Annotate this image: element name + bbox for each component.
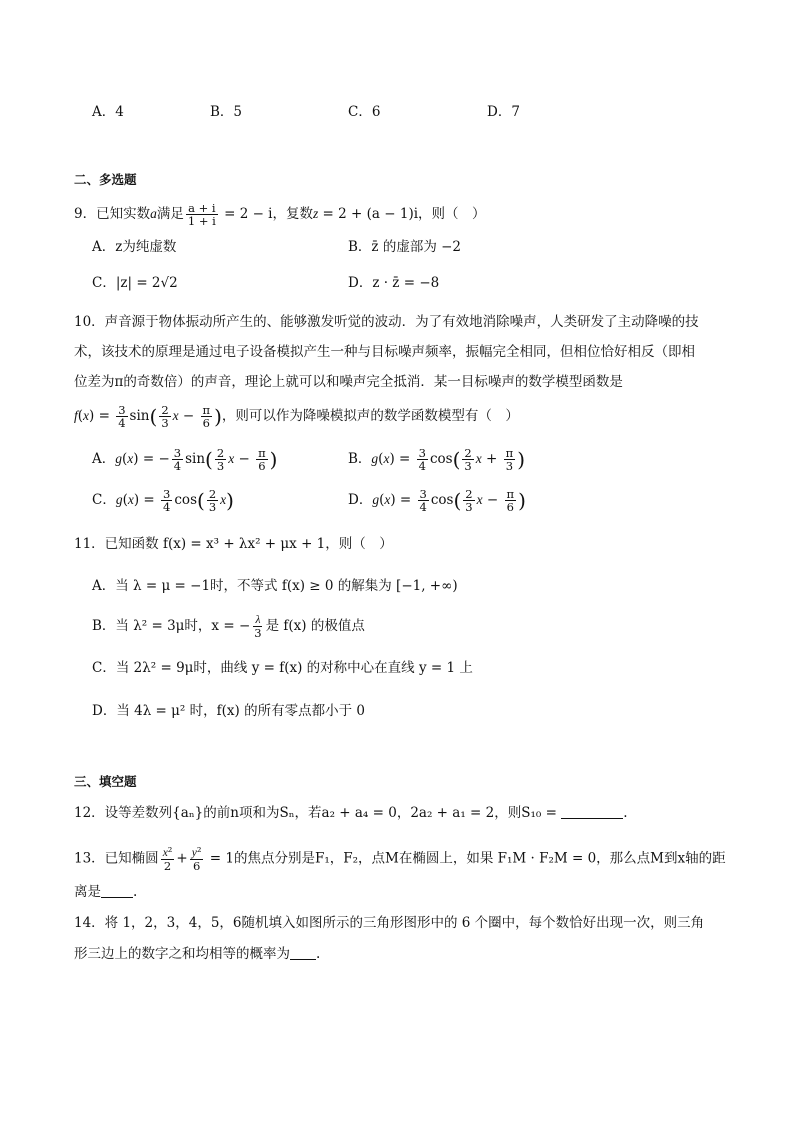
q8-option-d: D．7	[487, 104, 520, 120]
q9-stem: 9．已知实数a满足 $\frac{a + i}{1 + i}$ = 2 − i，复数z = 2 + (a − 1)i，则（ ）	[74, 201, 486, 229]
q12-text: 12．设等差数列{aₙ}的前n项和为Sₙ，若a₂ + a₄ = 0，2a₂ + a₁ = 2，则S₁₀ =	[74, 805, 557, 821]
q10-option-b-label: B．	[348, 451, 372, 468]
q13-prefix: 13．已知椭圆	[74, 850, 159, 867]
q10-line-4-tail: ，则可以作为降噪模拟声的数学函数模型有（ ）	[221, 408, 519, 425]
q13-line-2-text: 离是	[74, 884, 101, 900]
q9-z-def: = 2 + (a − 1)i，则（ ）	[318, 206, 486, 223]
q12-answer-blank[interactable]	[561, 818, 623, 819]
q9-option-b: B．z̄ 的虚部为 −2	[348, 239, 462, 255]
q10-line-2: 术，该技术的原理是通过电子设备模拟产生一种与目标噪声频率，振幅完全相同，但相位恰好相反（即相	[74, 344, 695, 360]
q11-stem: 11．已知函数 f(x) = x³ + λx² + μx + 1，则（ ）	[74, 536, 393, 552]
q13-answer-blank[interactable]	[101, 897, 133, 898]
q13-stem: 13．已知椭圆 $\frac{\text{x²}}{2}$ + $\frac{\text{y²}}{6}$ = 1的焦点分别是F₁，F₂，点M在椭圆上，如果 F₁M · F₂M = 0，那么点M到x轴的距	[74, 845, 726, 874]
q11-option-b: B．当 λ² = 3μ时，x = − $\frac{\lambda}{3}$ 是 f(x) 的极值点	[92, 614, 365, 641]
q11-option-d: D．当 4λ = μ² 时，f(x) 的所有零点都小于 0	[92, 703, 365, 719]
q10-option-a: A．g(x) = − $\frac{3}{4}$ sin( $\frac{2}{3}$ x − $\frac{\pi}{6}$ )	[92, 446, 278, 474]
q9-frac-den: 1 + i	[187, 214, 216, 229]
q14-answer-blank[interactable]	[290, 959, 316, 960]
q9-frac-num: a + i	[188, 201, 216, 215]
q10-option-a-label: A．	[92, 451, 116, 468]
q10-option-d-label: D．	[348, 492, 373, 509]
q12-stem: 12．设等差数列{aₙ}的前n项和为Sₙ，若a₂ + a₄ = 0，2a₂ + a₁ = 2，则S₁₀ = .	[74, 805, 628, 821]
q9-option-a: A．z为纯虚数	[92, 239, 177, 255]
q10-line-1: 10．声音源于物体振动所产生的、能够激发听觉的波动．为了有效地消除噪声，人类研发了主动降噪的技	[74, 314, 699, 330]
q14-line-2: 形三边上的数字之和均相等的概率为 .	[74, 946, 321, 962]
q10-option-b: B．g(x) = $\frac{3}{4}$ cos( $\frac{2}{3}$ x + $\frac{\pi}{3}$ )	[348, 446, 525, 474]
q10-model-function: f(x) = $\frac{3}{4}$ sin( $\frac{2}{3}$ x − $\frac{\pi}{6}$ )，则可以作为降噪模拟声的数学函数模型有（ ）	[74, 403, 519, 431]
q10-option-c: C．g(x) = $\frac{3}{4}$ cos( $\frac{2}{3}$ x)	[92, 487, 234, 515]
q11-option-c: C．当 2λ² = 9μ时，曲线 y = f(x) 的对称中心在直线 y = 1 上	[92, 660, 473, 676]
q9-eq-rhs: = 2 − i，复数	[219, 206, 313, 223]
q10-line-3: 位差为π的奇数倍）的声音，理论上就可以和噪声完全抵消．某一目标噪声的数学模型函数是	[74, 374, 623, 390]
section-multiple-choice-title: 二、多选题	[74, 172, 137, 187]
q13-tail: = 1的焦点分别是F₁，F₂，点M在椭圆上，如果 F₁M · F₂M = 0，那么点M到x轴的距	[205, 850, 726, 867]
q14-line-1: 14．将 1，2，3，4，5，6随机填入如图所示的三角形图形中的 6 个圈中，每个数恰好出现一次，则三角	[74, 915, 705, 931]
q11-option-a: A．当 λ = μ = −1时，不等式 f(x) ≥ 0 的解集为 [−1, +∞)	[92, 578, 458, 594]
q14-line-2-text: 形三边上的数字之和均相等的概率为	[74, 946, 290, 962]
q8-option-a: A．4	[92, 104, 124, 120]
q11-option-b-post: 是 f(x) 的极值点	[265, 618, 365, 635]
q9-option-d: D．z · z̄ = −8	[348, 275, 440, 291]
q13-line-2: 离是 .	[74, 884, 138, 900]
q8-option-c: C．6	[348, 104, 381, 120]
section-fill-in-title: 三、填空题	[74, 774, 137, 789]
q8-option-b: B．5	[210, 104, 243, 120]
q10-option-c-label: C．	[92, 492, 116, 509]
q10-option-d: D．g(x) = $\frac{3}{4}$ cos( $\frac{2}{3}$ x − $\frac{\pi}{6}$ )	[348, 487, 526, 515]
q9-option-c: C．|z| = 2√2	[92, 275, 178, 291]
q9-stem-cond: 满足	[156, 206, 184, 223]
q11-option-b-pre: B．当 λ² = 3μ时，x = −	[92, 618, 251, 635]
q9-stem-prefix: 9．已知实数	[74, 206, 151, 223]
q9-fraction	[186, 202, 218, 227]
